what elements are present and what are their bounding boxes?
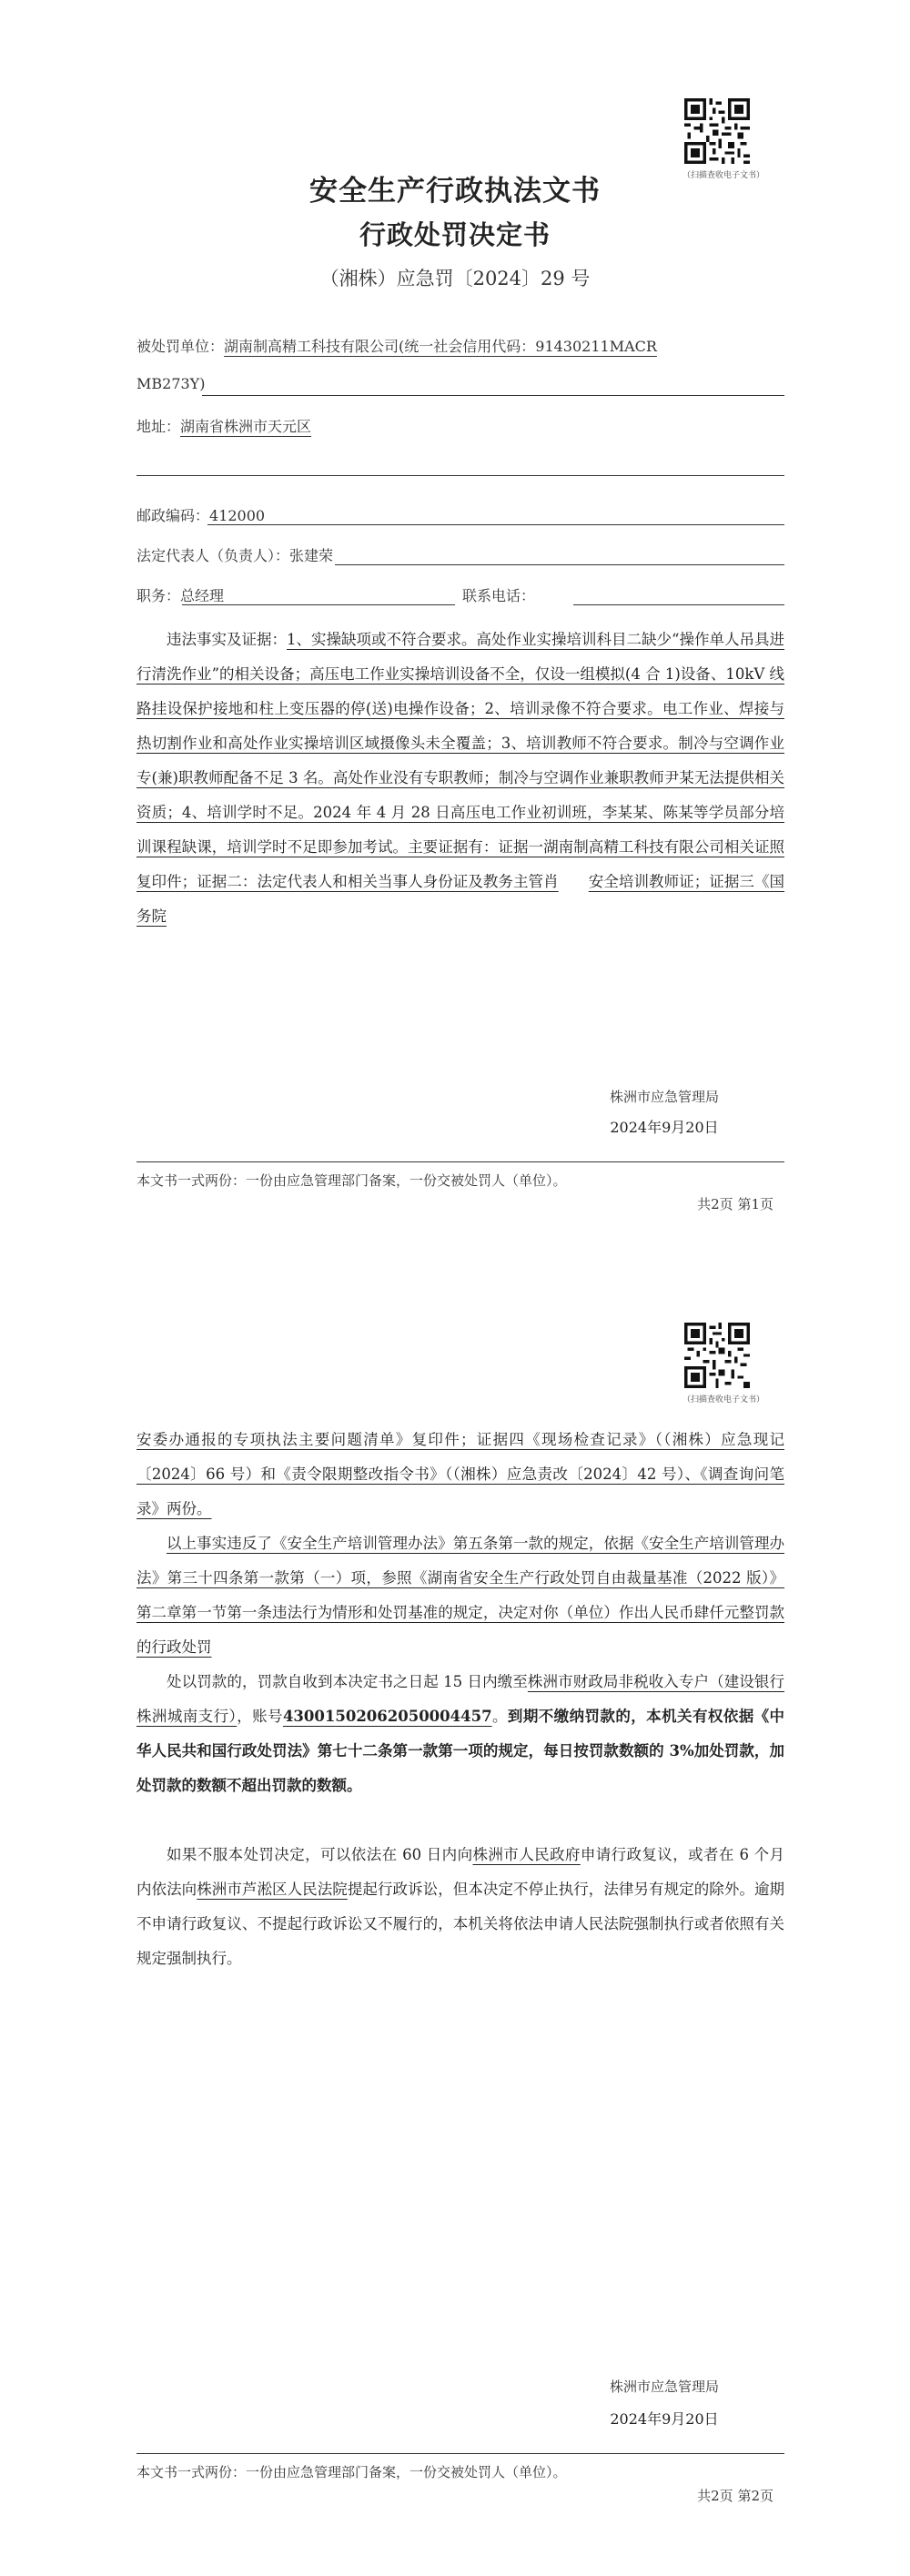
violation-facts bbox=[136, 623, 784, 934]
blank-underline bbox=[136, 475, 784, 476]
footer-note: 本文书一式两份：一份由应急管理部门备案，一份交被处罚人（单位）。 bbox=[136, 2464, 567, 2480]
footer-note: 本文书一式两份：一份由应急管理部门备案，一份交被处罚人（单位）。 bbox=[136, 1172, 567, 1189]
postcode-underline bbox=[207, 524, 784, 525]
legal-rep-label: 法定代表人（负责人）： bbox=[136, 547, 290, 564]
late-payment-penalty: 到期不缴纳罚款的，本机关有权依据《中华人民共和国行政处罚法》第七十二条第一款第一项的规定，每日按罚款数额的 3%加处罚款，加处罚款的数额不超出罚款的数额。 bbox=[136, 1708, 785, 1794]
punished-unit-line bbox=[136, 335, 783, 356]
evidence-text: 安委办通报的专项执法主要问题清单》复印件；证据四《现场检查记录》（（湘株）应急现记〔2024〕66 号）和《责令限期整改指令书》（（湘株）应急责改〔2024〕42 号）、《调查询问笔录》两份。 bbox=[136, 1431, 784, 1517]
document-title: 行政处罚决定书 bbox=[359, 219, 551, 250]
position-label: 职务： bbox=[136, 587, 181, 604]
position-underline bbox=[182, 604, 455, 605]
qr-caption: （扫描查收电子文书） bbox=[682, 1395, 764, 1405]
footer-divider bbox=[136, 2453, 784, 2454]
underline-rule bbox=[202, 395, 784, 396]
position-line bbox=[136, 584, 783, 605]
issuing-authority: 株洲市应急管理局 bbox=[610, 1089, 720, 1105]
court-name: 株洲市芦淞区人民法院 bbox=[197, 1881, 348, 1898]
qr-caption: （扫描查收电子文书） bbox=[682, 171, 764, 180]
appeal-text-c: 提起行政诉讼，但本决定不停止执行，法律另有规定的除外。逾期不申请行政复议、不提起行政诉讼又不履行的，本机关将依法申请人民法院强制执行或者依照有关规定强制执行。 bbox=[136, 1881, 785, 1967]
issue-date: 2024年9月20日 bbox=[610, 2410, 719, 2428]
legal-basis-paragraph bbox=[136, 1526, 784, 1665]
period: 。 bbox=[491, 1708, 508, 1725]
position-value: 总经理 bbox=[180, 587, 225, 604]
account-label: ，账号 bbox=[237, 1708, 283, 1725]
legal-rep-underline bbox=[335, 564, 784, 565]
page-number: 共2页 第1页 bbox=[697, 1196, 774, 1212]
payee-account-name: 株洲市财政局非税收入专户（建设银行株洲城南支行） bbox=[136, 1673, 784, 1725]
phone-label: 联系电话： bbox=[462, 587, 536, 604]
postcode-value: 412000 bbox=[209, 507, 266, 524]
postcode-line bbox=[136, 504, 783, 525]
punished-unit-line-2 bbox=[136, 375, 783, 392]
legal-rep-value: 张建荣 bbox=[289, 547, 334, 564]
facts-tail: 安全培训教师证；证据三《国务院 bbox=[136, 873, 785, 925]
footer-divider bbox=[136, 1161, 784, 1162]
document-category-title: 安全生产行政执法文书 bbox=[309, 175, 601, 208]
page-number: 共2页 第2页 bbox=[697, 2488, 774, 2504]
facts-lead: 违法事实及证据： bbox=[167, 631, 288, 648]
punished-unit-value-cont: MB273Y) bbox=[136, 375, 206, 392]
document-page-2 bbox=[0, 1288, 910, 2576]
qr-code-icon[interactable] bbox=[684, 1323, 750, 1388]
address-line bbox=[136, 415, 783, 436]
phone-underline bbox=[573, 604, 784, 605]
address-value: 湖南省株洲市天元区 bbox=[180, 418, 312, 435]
legal-basis-text: 以上事实违反了《安全生产培训管理办法》第五条第一款的规定，依据《安全生产培训管理办法》第三十四条第一款第（一）项，参照《湖南省安全生产行政处罚自由裁量基准（2022 版）》第二章第一节第一条违法行为情形和处罚基准的规定，决定对你（单位）作出人民币肆仟元整罚款的行政处罚 bbox=[136, 1535, 784, 1656]
punished-unit-value: 湖南制高精工科技有限公司(统一社会信用代码：91430211MACR bbox=[224, 338, 657, 355]
evidence-continuation bbox=[136, 1423, 784, 1526]
account-number: 43001502062050004457 bbox=[282, 1708, 492, 1725]
payment-deadline-text: 处以罚款的，罚款自收到本决定书之日起 15 日内缴至 bbox=[167, 1673, 528, 1690]
fine-payment-paragraph bbox=[136, 1665, 784, 1803]
postcode-label: 邮政编码： bbox=[136, 507, 210, 524]
legal-rep-line bbox=[136, 544, 783, 565]
facts-body: 1、实操缺项或不符合要求。高处作业实操培训科目二缺少“操作单人吊具进行清洗作业”的相关设备；高压电工作业实操培训设备不全，仅设一组模拟(4 合 1)设备、10kV 线路挂设保护接地和柱上变压器的停(送)电操作设备；2、培训录像不符合要求。电工作业、焊接与热切割作业和高处作业实操培训区域摄像头未全覆盖；3、培训教师不符合要求。制冷与空调作业专(兼)职教师配备不足 3 名。高处作业没有专职教师；制冷与空调作业兼职教师尹某无法提供相关资质；4、培训学时不足。2024 年 4 月 28 日高压电工作业初训班，李某某、陈某等学员部分培训课程缺课，培训学时不足即参加考试。主要证据有：证据一湖南制高精工科技有限公司相关证照复印件；证据二：法定代表人和相关当事人身份证及教务主管肖 bbox=[136, 631, 784, 890]
issue-date: 2024年9月20日 bbox=[610, 1119, 719, 1136]
qr-code-icon[interactable] bbox=[684, 98, 750, 164]
appeal-text-a: 如果不服本处罚决定，可以依法在 60 日内向 bbox=[167, 1846, 473, 1863]
appeal-rights-paragraph bbox=[136, 1838, 784, 1976]
appeal-text-b: 申请行政复议，或者在 6 个月内依法向 bbox=[136, 1846, 785, 1898]
address-label: 地址： bbox=[136, 418, 181, 435]
punished-unit-label: 被处罚单位： bbox=[136, 338, 225, 355]
issuing-authority: 株洲市应急管理局 bbox=[610, 2378, 720, 2395]
review-authority: 株洲市人民政府 bbox=[472, 1846, 581, 1863]
document-number: （湘株）应急罚〔2024〕29 号 bbox=[319, 268, 591, 289]
